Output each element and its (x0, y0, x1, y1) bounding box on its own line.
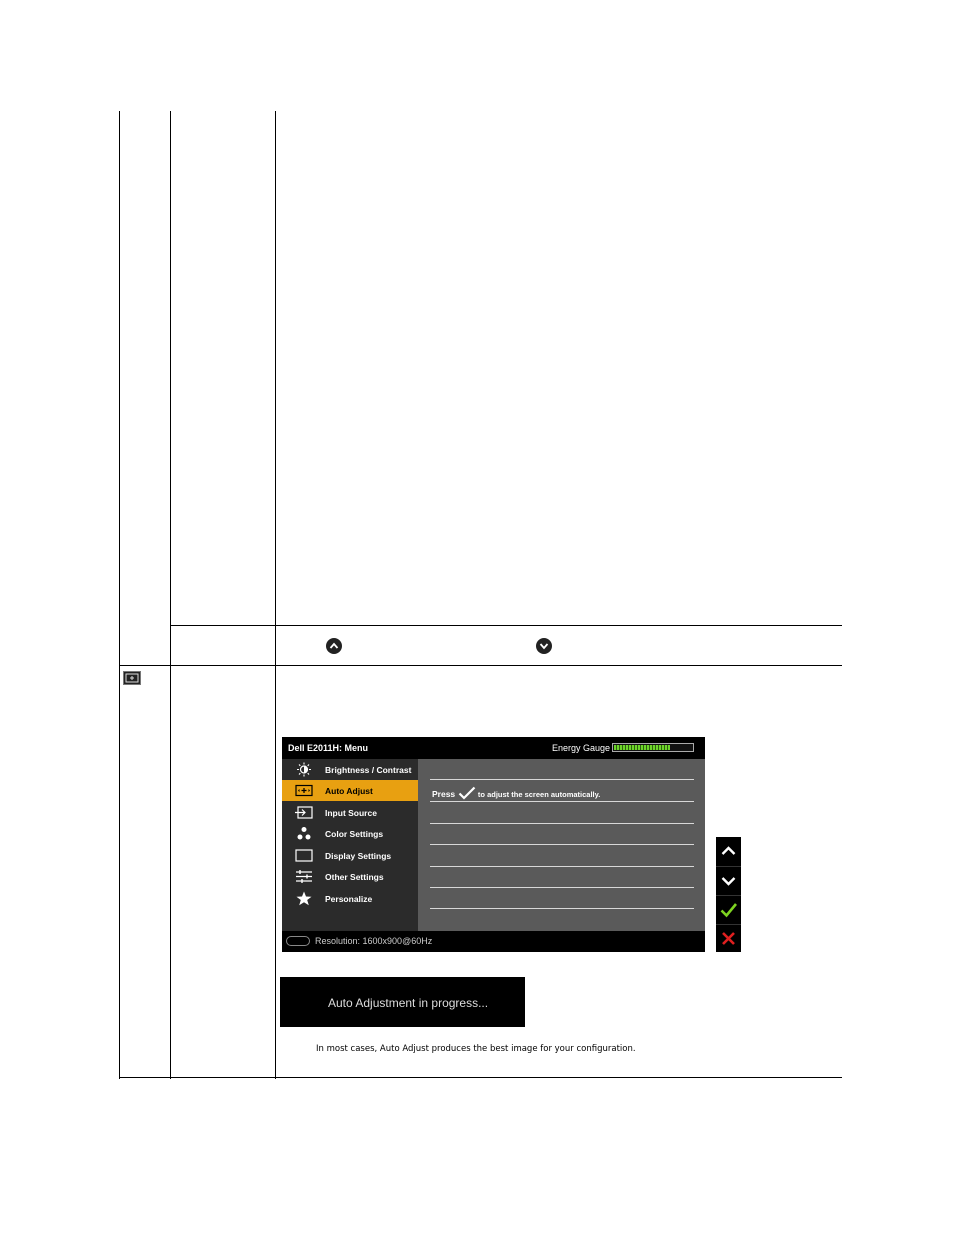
close-icon (716, 925, 741, 953)
color-settings-icon (294, 826, 314, 841)
osd-item-label: Input Source (325, 808, 377, 818)
osd-item-brightness-contrast[interactable] (282, 759, 418, 780)
exit-button[interactable] (716, 924, 741, 953)
osd-title: Dell E2011H: Menu (288, 743, 369, 753)
osd-content-panel (418, 759, 705, 931)
osd-footer (282, 931, 705, 952)
osd-row-line (430, 908, 694, 909)
star-icon (294, 891, 314, 906)
energy-gauge-label: Energy Gauge (552, 743, 611, 753)
osd-message (432, 786, 600, 800)
energy-gauge-fill (614, 745, 670, 750)
osd-item-personalize[interactable] (282, 888, 418, 909)
monitor-button-column (716, 837, 741, 952)
osd-item-label: Brightness / Contrast (325, 765, 412, 775)
up-button[interactable] (716, 837, 741, 865)
osd-menu-screenshot (282, 737, 705, 952)
energy-gauge (612, 743, 694, 752)
osd-item-label: Personalize (325, 894, 373, 904)
row-divider-middle (119, 665, 842, 666)
progress-text: Auto Adjustment in progress... (328, 996, 489, 1010)
osd-item-auto-adjust[interactable] (282, 780, 418, 801)
auto-adjust-icon (294, 783, 314, 798)
osd-row-line (430, 779, 694, 780)
osd-message-rest: to adjust the screen automatically. (477, 790, 601, 799)
table-col1-divider (170, 111, 171, 1079)
check-icon (458, 786, 476, 800)
check-icon (716, 896, 741, 924)
osd-item-label: Other Settings (325, 872, 384, 882)
osd-item-color-settings[interactable] (282, 823, 418, 844)
down-arrow-icon (716, 867, 741, 895)
osd-item-label: Auto Adjust (325, 786, 373, 796)
ok-button[interactable] (716, 895, 741, 924)
osd-item-input-source[interactable] (282, 802, 418, 823)
brightness-icon (294, 762, 314, 777)
osd-item-label: Color Settings (325, 829, 384, 839)
other-settings-icon (294, 869, 314, 884)
down-circle-icon (536, 638, 552, 654)
auto-adjust-progress-box (280, 977, 525, 1027)
up-arrow-icon (716, 837, 741, 865)
osd-row-line (430, 866, 694, 867)
input-source-icon (294, 805, 314, 820)
up-circle-icon (326, 638, 342, 654)
osd-row-line (430, 887, 694, 888)
osd-resolution: Resolution: 1600x900@60Hz (315, 936, 433, 946)
down-button[interactable] (716, 866, 741, 895)
osd-menu-list (282, 759, 418, 931)
osd-row-line (430, 801, 694, 802)
osd-item-other-settings[interactable] (282, 866, 418, 887)
auto-adjust-note: In most cases, Auto Adjust produces the best image for your configuration. (316, 1044, 636, 1054)
vga-icon (286, 936, 310, 946)
osd-row-line (430, 844, 694, 845)
display-settings-icon (294, 848, 314, 863)
table-bottom-border (119, 1077, 842, 1078)
osd-row-line (430, 823, 694, 824)
row-divider-upper (171, 625, 842, 626)
osd-item-label: Display Settings (325, 851, 392, 861)
table-left-border (119, 111, 120, 1079)
osd-title-bar (282, 737, 705, 759)
table-col2-divider (275, 111, 276, 1079)
osd-item-display-settings[interactable] (282, 845, 418, 866)
osd-message-press: Press (432, 789, 456, 799)
auto-adjust-icon (123, 671, 141, 685)
